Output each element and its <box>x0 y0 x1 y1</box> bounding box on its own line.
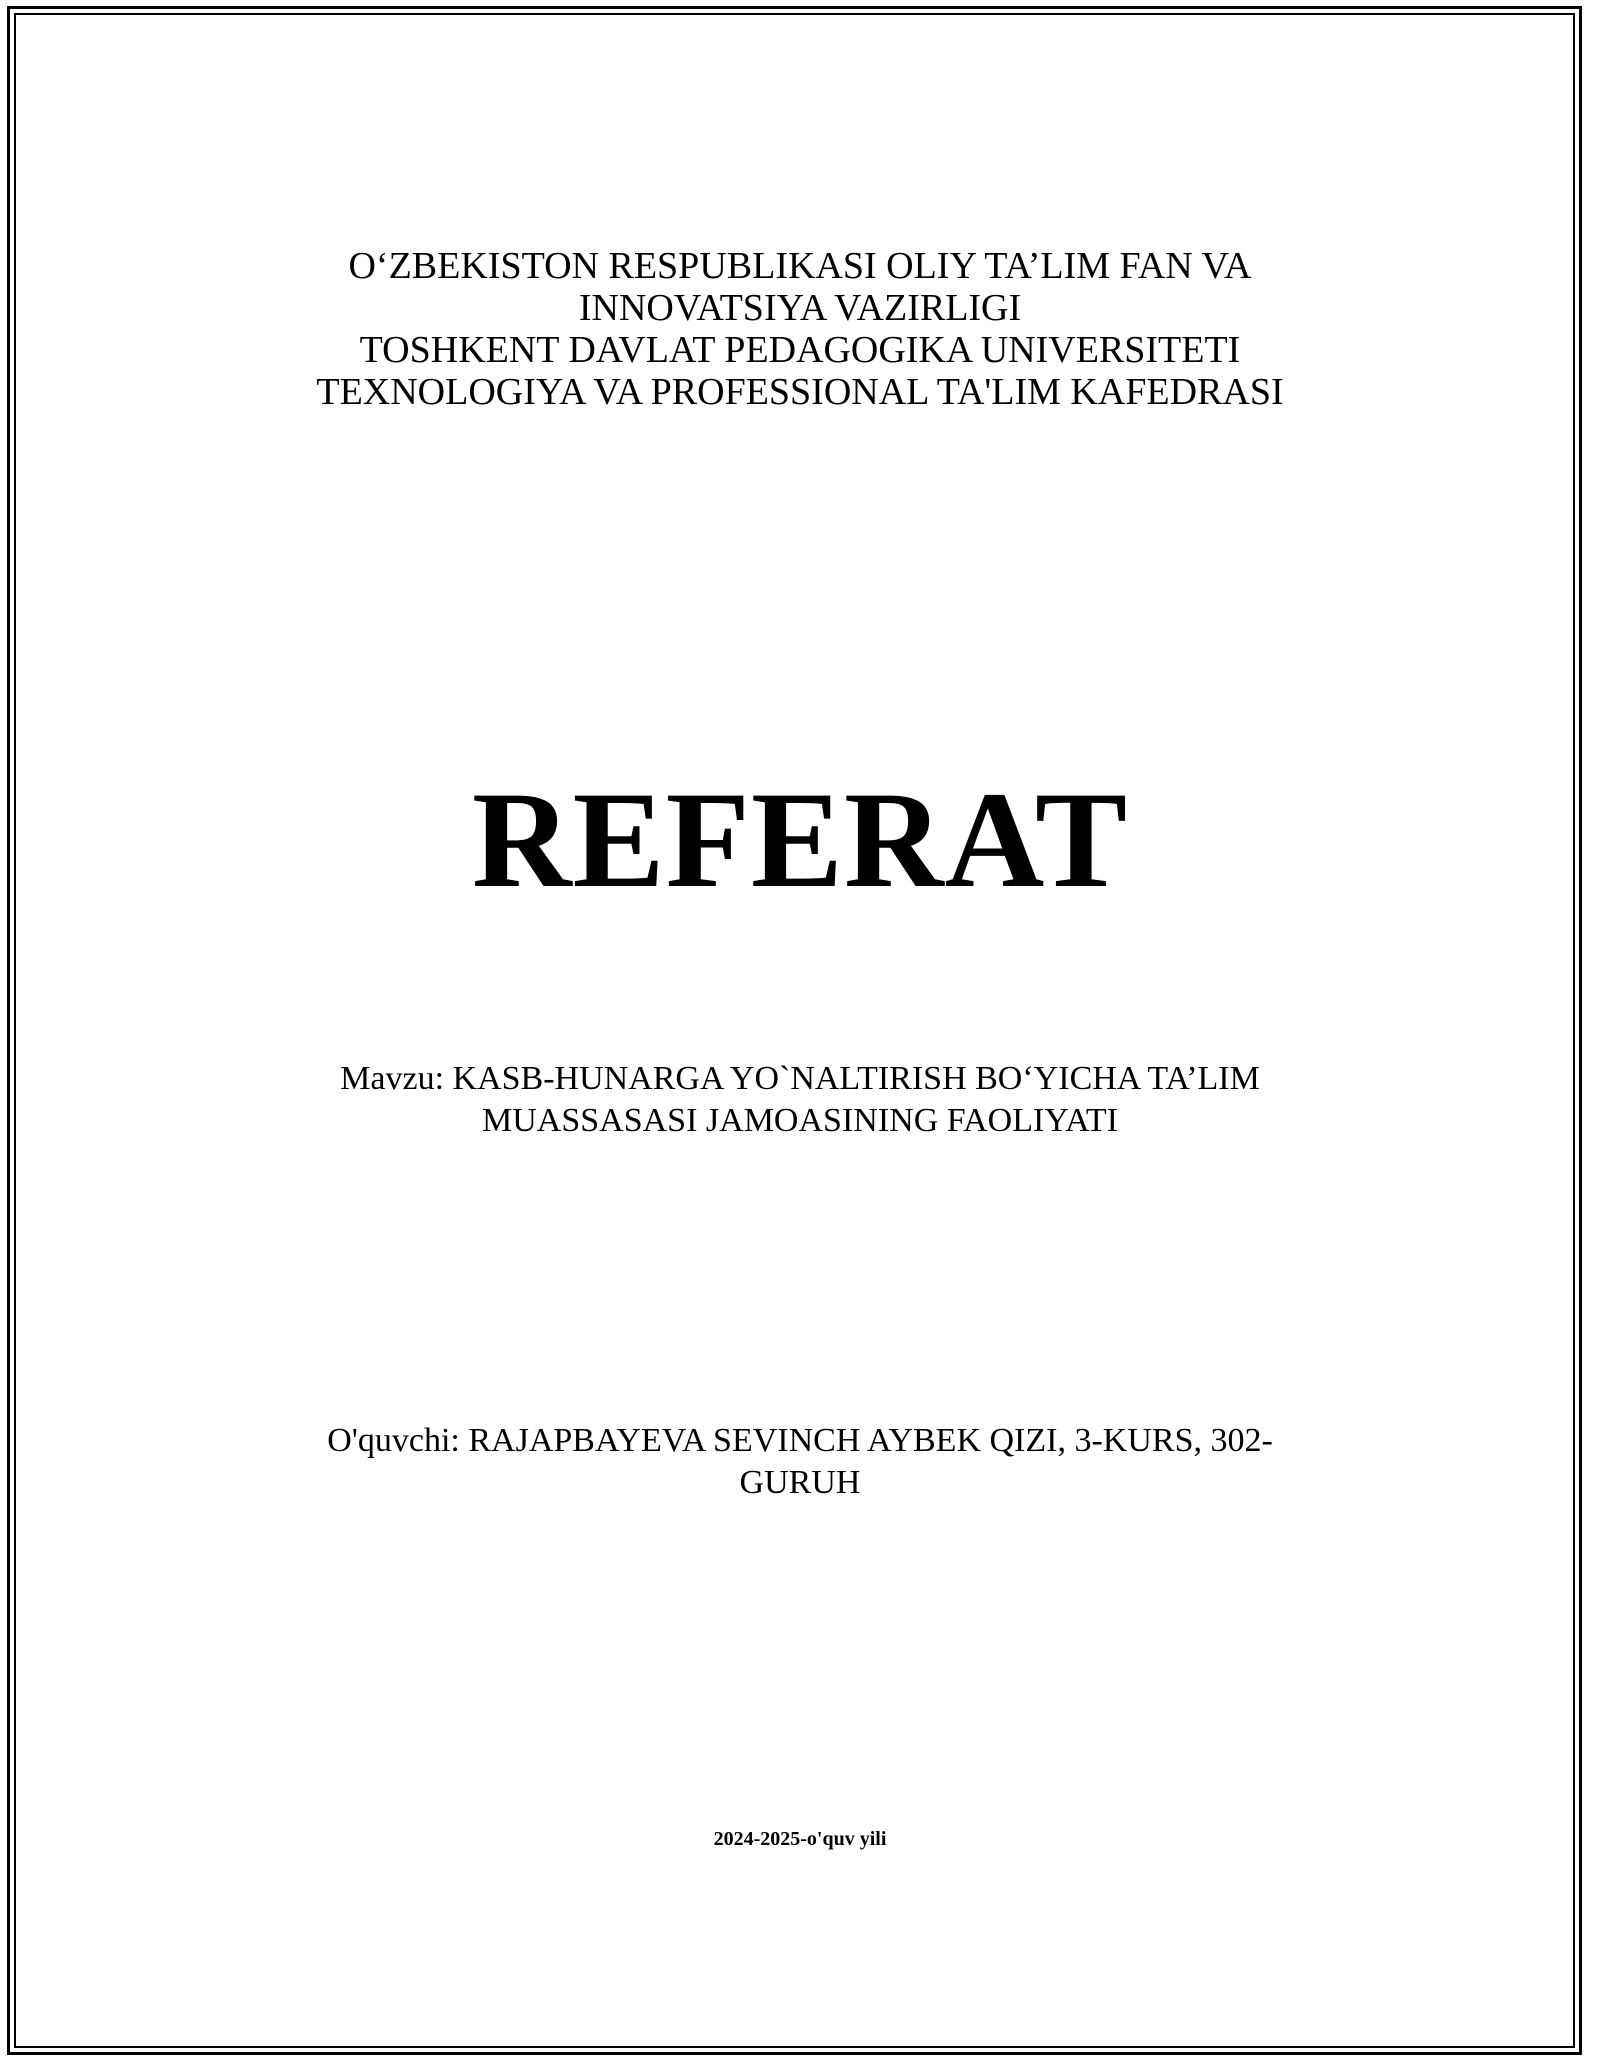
student-line: GURUH <box>739 1464 861 1501</box>
header-line: O‘ZBEKISTON RESPUBLIKASI OLIY TA’LIM FAN VA <box>348 245 1252 287</box>
topic-line: MUASSASASI JAMOASINING FAOLIYATI <box>482 1102 1118 1139</box>
topic-line: Mavzu: KASB-HUNARGA YO`NALTIRISH BO‘YICHA TA’LIM <box>340 1060 1260 1097</box>
topic <box>0 1058 1600 1142</box>
header-line: INNOVATSIYA VAZIRLIGI <box>578 287 1022 329</box>
institution-header <box>0 245 1600 413</box>
student-line: O'quvchi: RAJAPBAYEVA SEVINCH AYBEK QIZI, 3-KURS, 302- <box>327 1422 1273 1459</box>
header-line: TEXNOLOGIYA VA PROFESSIONAL TA'LIM KAFEDRASI <box>316 371 1284 413</box>
header-line: TOSHKENT DAVLAT PEDAGOGIKA UNIVERSITETI <box>359 329 1241 371</box>
document-title: REFERAT <box>471 763 1129 916</box>
academic-year: 2024-2025-o'quv yili <box>713 1828 887 1850</box>
student-info <box>0 1420 1600 1504</box>
